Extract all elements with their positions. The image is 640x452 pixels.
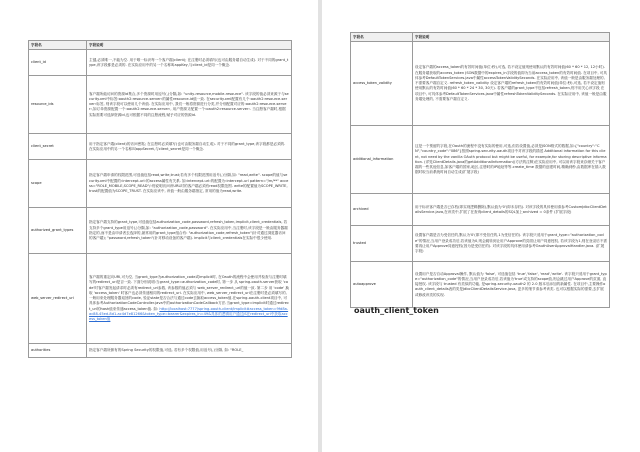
header-field-name: 字段名 <box>351 33 413 42</box>
table-row <box>29 254 292 344</box>
header-field-desc: 字段说明 <box>87 41 292 50</box>
field-name-cell: client_secret <box>29 134 87 160</box>
field-desc-cell <box>87 254 292 344</box>
section-heading-oauth-client-token: oauth_client_token <box>354 306 439 315</box>
table-row <box>29 76 292 134</box>
field-desc-cell: 指定客户端支持的grant_type,可选值包括authorization_code,password,refresh_token,implicit,client_credentials, 若支持多个grant_type用逗号(,)分隔,如: "authorization_code,password". 在实际应用中,当注册时,该字段是一般由服务器端指定的,而不是由申请者去选择的,最常用的grant_type组合有: "authorization_code,refresh_token"(针对通过浏览器访问的客户端); "password,refresh_token"(针对移动设备的客户端). implicit与client_credentials在实际中很少使用. <box>87 208 292 254</box>
field-name-cell: client_id <box>29 50 87 76</box>
header-field-desc: 字段说明 <box>413 33 610 42</box>
table-header-row <box>29 41 292 50</box>
field-name-cell: resource_ids <box>29 76 87 134</box>
field-desc-cell: 设置客户端是否为受信任的,默认为'0'(即不受信任的,1为受信任的). 该字段只适用于grant_type="authorization_code"的情况,当用户登录成功后,若该值为0,则会跳转到让用户Approve的页面让用户同意授权, 若该字段为1,则在登录后不需要再让用户Approve同意授权(因为是受信任的). 对该字段的具体使用请参考OauthUserApprovalHandler.java. (扩展字段) <box>413 226 610 262</box>
field-name-cell: archived <box>351 194 413 226</box>
table-row <box>29 160 292 208</box>
field-desc-cell: 用于指定客户端(client)的访问密匙; 在注册时必须填写(也可由服务端自动生成). 对于不同的grant_type,该字段都是必须的. 在实际应用中的另一个名称叫appSecret,与client_secret是同一个概念. <box>87 134 292 160</box>
client-details-table-part2 <box>350 32 610 308</box>
field-name-cell: authorized_grant_types <box>29 208 87 254</box>
table-header-row <box>351 33 610 42</box>
example-redirect-link[interactable]: http://localhost:7777/spring-oauth-client/implicit#access_token=9fd8a-ac88-45ed-8d1-ac4d7e81266&token_type=bearer&expires_in=49&具体的逻辑用户通过JS在redirect_uri中获取access_token值 <box>89 306 289 321</box>
field-desc-cell: 这是一个预留的字段,在Oauth的流程中没有实际的使用,可选,但若设置值,必须是JSON格式的数据,如:{"country":"CN","country_code":"086"}按照spring-security-oauth项目中对该字段的描述 Additional information for this client, not need by the vanilla OAuth protocol but might be useful, for example,for storing descriptive information. (详见ClientDetails.java的getAdditionalInformation()方法的注释)在实际应用中, 可以用该字段来存储关于客户端的一些其他信息,如客户端的国家,地区,注册时的IP地址等等.create_time 数据的创建时间,精确到秒,由数据库在插入数据时取当前系统时间自动生成(扩展字段) <box>413 126 610 194</box>
header-field-name: 字段名 <box>29 41 87 50</box>
field-name-cell: trusted <box>351 226 413 262</box>
field-name-cell: web_server_redirect_uri <box>29 254 87 344</box>
field-desc-cell: 客户端所能访问的资源id集合,多个资源时用逗号(,)分隔,如: "unity-resource,mobile-resource". 该字段的值必须来源于与security.xml中标签‹oauth2:resource-server›的属性resource-id值一致. 在security.xml配置有几个‹oauth2:resource-server›标签, 则该字段可以使用几个该值. 在实际应用中, 我们一般将资源进行分类,并分别配置对应的‹oauth2:resource-server›,如订单资源配置一个‹oauth2:resource-server›, 用户资源又配置一个‹oauth2:resource-server›. 当注册客户端时,根据实际需要可选择资源id,也可根据不同的注册流程,赋予对应的资源id. <box>87 76 292 134</box>
table-row <box>29 134 292 160</box>
table-row <box>351 126 610 194</box>
field-desc-cell: 指定客户端申请的权限范围,可选值包括read,write,trust;若有多个权限范围用逗号(,)分隔,如: "read,write". scope的值与security.xml中配置的‹intercept-url›的access属性有关系. 如‹intercept-url›的配置为‹intercept-url pattern="/m/**" access="ROLE_MOBILE,SCOPE_READ"/›则说明访问该URL时的客户端必须有read权限范围. write的配置值为SCOPE_WRITE, trust的配置值为SCOPE_TRUST. 在实际应该中, 该值一般由服务端指定, 常用的值为read,write. <box>87 160 292 208</box>
field-name-cell: autoapprove <box>351 262 413 308</box>
table-row <box>29 208 292 254</box>
field-name-cell: authorities <box>29 344 87 358</box>
field-desc-cell: 主键,必须唯一,不能为空. 用于唯一标识每一个客户端(client); 在注册时必须填写(也可由服务端自动生成). 对于不同的grant_type,该字段都是必须的. 在实际应用中的另一个名称叫appKey,与client_id是同一个概念. <box>87 50 292 76</box>
table-row <box>29 50 292 76</box>
table-row <box>351 42 610 126</box>
field-desc-cell: 用于标识客户端是否已存档(即实现逻辑删除),默认值为'0'(即未存档). 对该字段的具体使用请参考CustomJdbcClientDetailsService.java,在该类中,扩展了在查询client_details的SQL加上archived = 0条件 (扩展字段) <box>413 194 610 226</box>
client-details-table-part1 <box>28 40 292 358</box>
table-row <box>29 344 292 358</box>
field-desc-cell: 设定客户端的access_token的有效时间值(单位:秒),可选, 若不设定值则使用默认的有效时间值(60 * 60 * 12, 12小时). 在服务端获取的access_token JSON数据中的expires_in字段的值即为当前access_token的有效时间值. 在项目中, 可具体参考DefaultTokenServices.java中属性accessTokenValiditySeconds. 在实际应用中, 该值一般是由服务端处理的, 不需要客户端自定义. refresh_token_validity 设定客户端的refresh_token的有效时间值(单位:秒),可选, 若不设定值则使用默认的有效时间值(60 * 60 * 24 * 30, 30天). 若客户端的grant_type不包括refresh_token,则不用关心该字段 在项目中, 可具体参考DefaultTokenServices.java中属性refreshTokenValiditySeconds. 在实际应用中, 该值一般是由服务端处理的, 不需要客户端自定义. <box>413 42 610 126</box>
field-desc-cell: 设置用户是否自动Approval操作, 默认值为 'false', 可选值包括 'true','false', 'read','write'. 该字段只适用于grant_type="authorization_code"的情况,当用户登录成功后,若该值为'true'或支持的scope值,则会跳过用户Approve的页面, 直接授权. 该字段与 trusted 有类似的功能, 是spring-security-oauth2 的 2.0 版本后添加的新属性. 在项目中,主要操作oauth_client_details表的类是JdbcClientDetailsService.java, 更多的细节请参考该类. 也可以根据实际的需要,去扩展或修改该类的实现. <box>413 262 610 308</box>
field-name-cell: scope <box>29 160 87 208</box>
field-name-cell: additional_information <box>351 126 413 194</box>
table-row <box>351 194 610 226</box>
table-row <box>351 226 610 262</box>
table-row <box>351 262 610 308</box>
field-desc-cell: 指定客户端所拥有的Spring Security的权限值,可选, 若有多个权限值,用逗号(,)分隔, 如: "ROLE_ <box>87 344 292 358</box>
field-desc-text: 客户端的重定向URI,可为空, 当grant_type为authorization_code或implicit时, 在Oauth的流程中会使用并检查与注册时填写的redirect_uri是否一致. 下面分别说明:当grant_type=authorization_code时, 第一步 从 spring-oauth-server获取 'code'时客户端发起请求时必须有redirect_uri参数, 该参数的值必须与 web_server_redirect_uri的值一致. 第二步 用 'code' 换取 'access_token' 时客户也必须传递相同的redirect_uri. 在实际应用中, web_server_redirect_uri在注册时是必须填写的, 一般用来处理服务器返回的code, 验证state是否合法与通过code去换取access_token值.在spring-oauth-client项目中, 可具体参考AuthorizationCodeController.java中的authorizationCodeCallback方法.当grant_type=implicit时通过redirect_uri的hash值来传递access_token值. 如: <box>89 275 289 311</box>
field-name-cell: access_token_validity <box>351 42 413 126</box>
